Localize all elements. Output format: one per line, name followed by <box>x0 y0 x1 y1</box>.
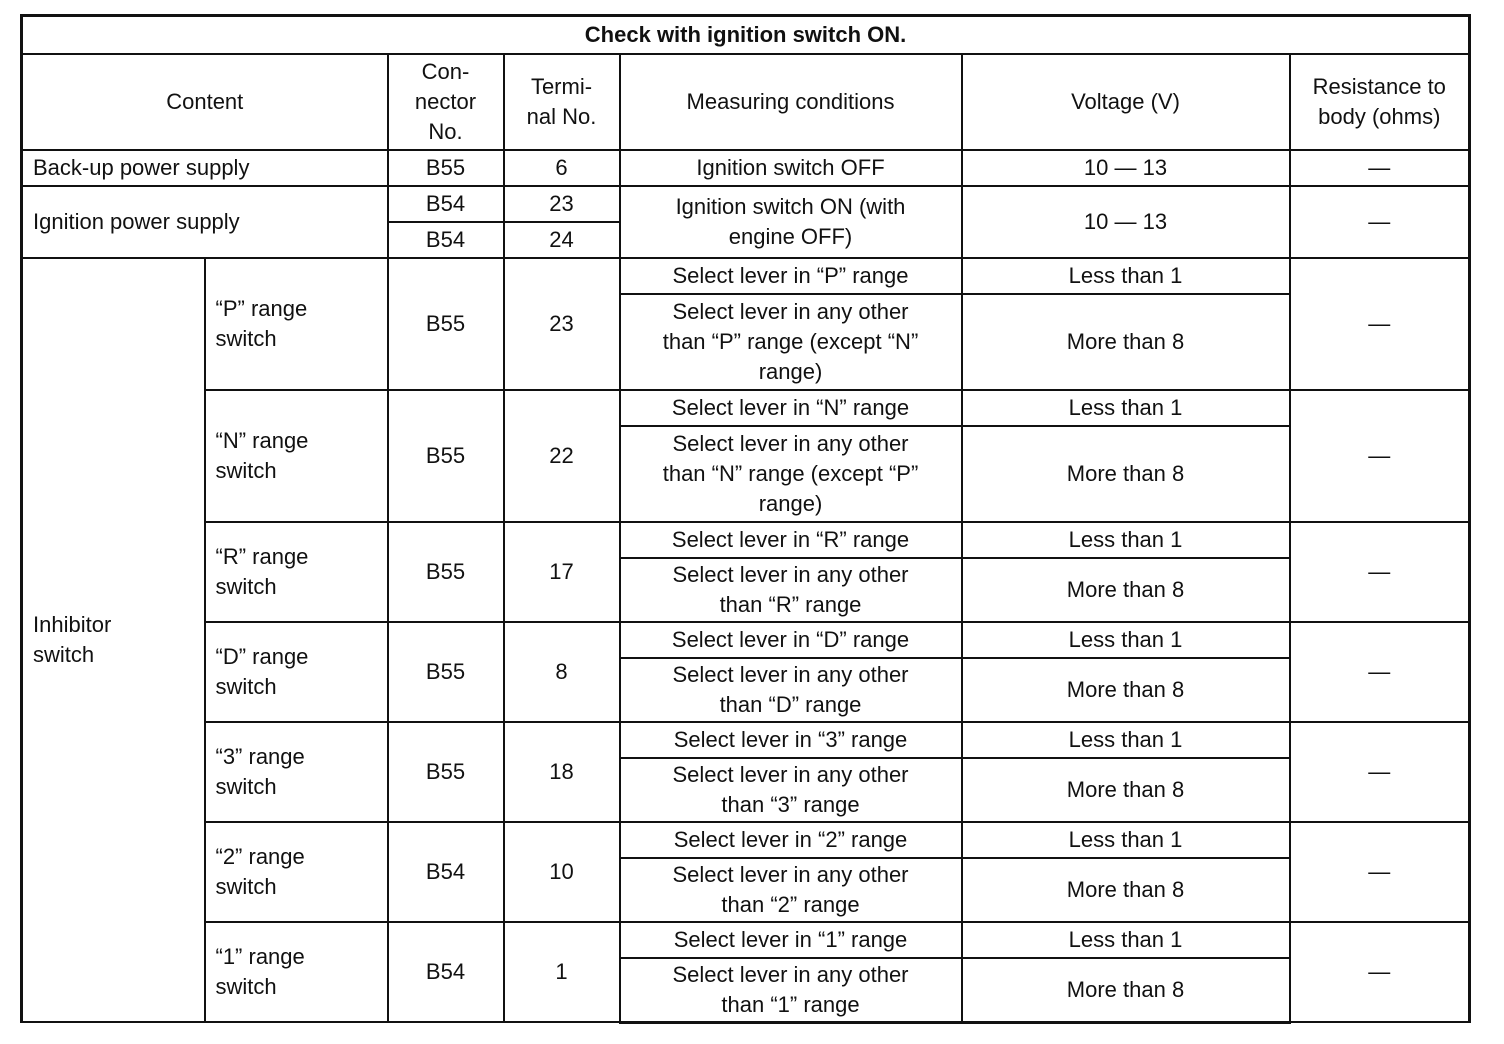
voltage-in-range: Less than 1 <box>962 390 1290 426</box>
ignition-connector: B54 <box>388 186 504 222</box>
switch-name: “2” range switch <box>205 822 388 922</box>
switch-resistance: — <box>1290 922 1470 1022</box>
switch-resistance: — <box>1290 622 1470 722</box>
switch-terminal: 1 <box>504 922 620 1022</box>
switch-resistance: — <box>1290 822 1470 922</box>
condition-other-range: Select lever in any other than “1” range <box>620 958 962 1022</box>
backup-condition: Ignition switch OFF <box>620 150 962 186</box>
switch-name: “N” range switch <box>205 390 388 522</box>
voltage-in-range: Less than 1 <box>962 922 1290 958</box>
switch-name: “D” range switch <box>205 622 388 722</box>
condition-other-range: Select lever in any other than “R” range <box>620 558 962 622</box>
voltage-other-range: More than 8 <box>962 758 1290 822</box>
switch-connector: B55 <box>388 522 504 622</box>
header-content: Content <box>22 54 388 150</box>
header-connector: Con- nector No. <box>388 54 504 150</box>
ignition-terminal: 23 <box>504 186 620 222</box>
voltage-other-range: More than 8 <box>962 426 1290 522</box>
switch-connector: B55 <box>388 722 504 822</box>
switch-terminal: 23 <box>504 258 620 390</box>
backup-connector: B55 <box>388 150 504 186</box>
switch-terminal: 8 <box>504 622 620 722</box>
voltage-other-range: More than 8 <box>962 294 1290 390</box>
switch-name: “P” range switch <box>205 258 388 390</box>
voltage-in-range: Less than 1 <box>962 258 1290 294</box>
voltage-in-range: Less than 1 <box>962 722 1290 758</box>
voltage-in-range: Less than 1 <box>962 522 1290 558</box>
condition-in-range: Select lever in “3” range <box>620 722 962 758</box>
condition-in-range: Select lever in “P” range <box>620 258 962 294</box>
condition-in-range: Select lever in “2” range <box>620 822 962 858</box>
switch-terminal: 22 <box>504 390 620 522</box>
table-title: Check with ignition switch ON. <box>22 16 1470 55</box>
switch-resistance: — <box>1290 258 1470 390</box>
ignition-condition: Ignition switch ON (with engine OFF) <box>620 186 962 258</box>
condition-other-range: Select lever in any other than “N” range (except “P” range) <box>620 426 962 522</box>
header-terminal: Termi- nal No. <box>504 54 620 150</box>
condition-other-range: Select lever in any other than “2” range <box>620 858 962 922</box>
ignition-check-table <box>20 14 1471 1024</box>
condition-other-range: Select lever in any other than “D” range <box>620 658 962 722</box>
backup-terminal: 6 <box>504 150 620 186</box>
condition-other-range: Select lever in any other than “3” range <box>620 758 962 822</box>
ignition-terminal: 24 <box>504 222 620 258</box>
header-measuring-conditions: Measuring conditions <box>620 54 962 150</box>
condition-in-range: Select lever in “R” range <box>620 522 962 558</box>
condition-other-range: Select lever in any other than “P” range (except “N” range) <box>620 294 962 390</box>
voltage-other-range: More than 8 <box>962 658 1290 722</box>
switch-connector: B55 <box>388 258 504 390</box>
switch-terminal: 18 <box>504 722 620 822</box>
switch-terminal: 17 <box>504 522 620 622</box>
voltage-other-range: More than 8 <box>962 958 1290 1022</box>
switch-resistance: — <box>1290 390 1470 522</box>
voltage-in-range: Less than 1 <box>962 622 1290 658</box>
switch-connector: B55 <box>388 390 504 522</box>
header-voltage: Voltage (V) <box>962 54 1290 150</box>
backup-content: Back-up power supply <box>22 150 388 186</box>
switch-name: “R” range switch <box>205 522 388 622</box>
voltage-other-range: More than 8 <box>962 858 1290 922</box>
ignition-resistance: — <box>1290 186 1470 258</box>
switch-resistance: — <box>1290 722 1470 822</box>
switch-connector: B54 <box>388 822 504 922</box>
condition-in-range: Select lever in “1” range <box>620 922 962 958</box>
switch-name: “3” range switch <box>205 722 388 822</box>
header-resistance: Resistance to body (ohms) <box>1290 54 1470 150</box>
ignition-connector: B54 <box>388 222 504 258</box>
backup-resistance: — <box>1290 150 1470 186</box>
switch-terminal: 10 <box>504 822 620 922</box>
voltage-in-range: Less than 1 <box>962 822 1290 858</box>
switch-connector: B55 <box>388 622 504 722</box>
switch-connector: B54 <box>388 922 504 1022</box>
ignition-content: Ignition power supply <box>22 186 388 258</box>
voltage-other-range: More than 8 <box>962 558 1290 622</box>
switch-name: “1” range switch <box>205 922 388 1022</box>
switch-resistance: — <box>1290 522 1470 622</box>
condition-in-range: Select lever in “D” range <box>620 622 962 658</box>
condition-in-range: Select lever in “N” range <box>620 390 962 426</box>
backup-voltage: 10 — 13 <box>962 150 1290 186</box>
ignition-voltage: 10 — 13 <box>962 186 1290 258</box>
inhibitor-content: Inhibitor switch <box>22 258 205 1022</box>
